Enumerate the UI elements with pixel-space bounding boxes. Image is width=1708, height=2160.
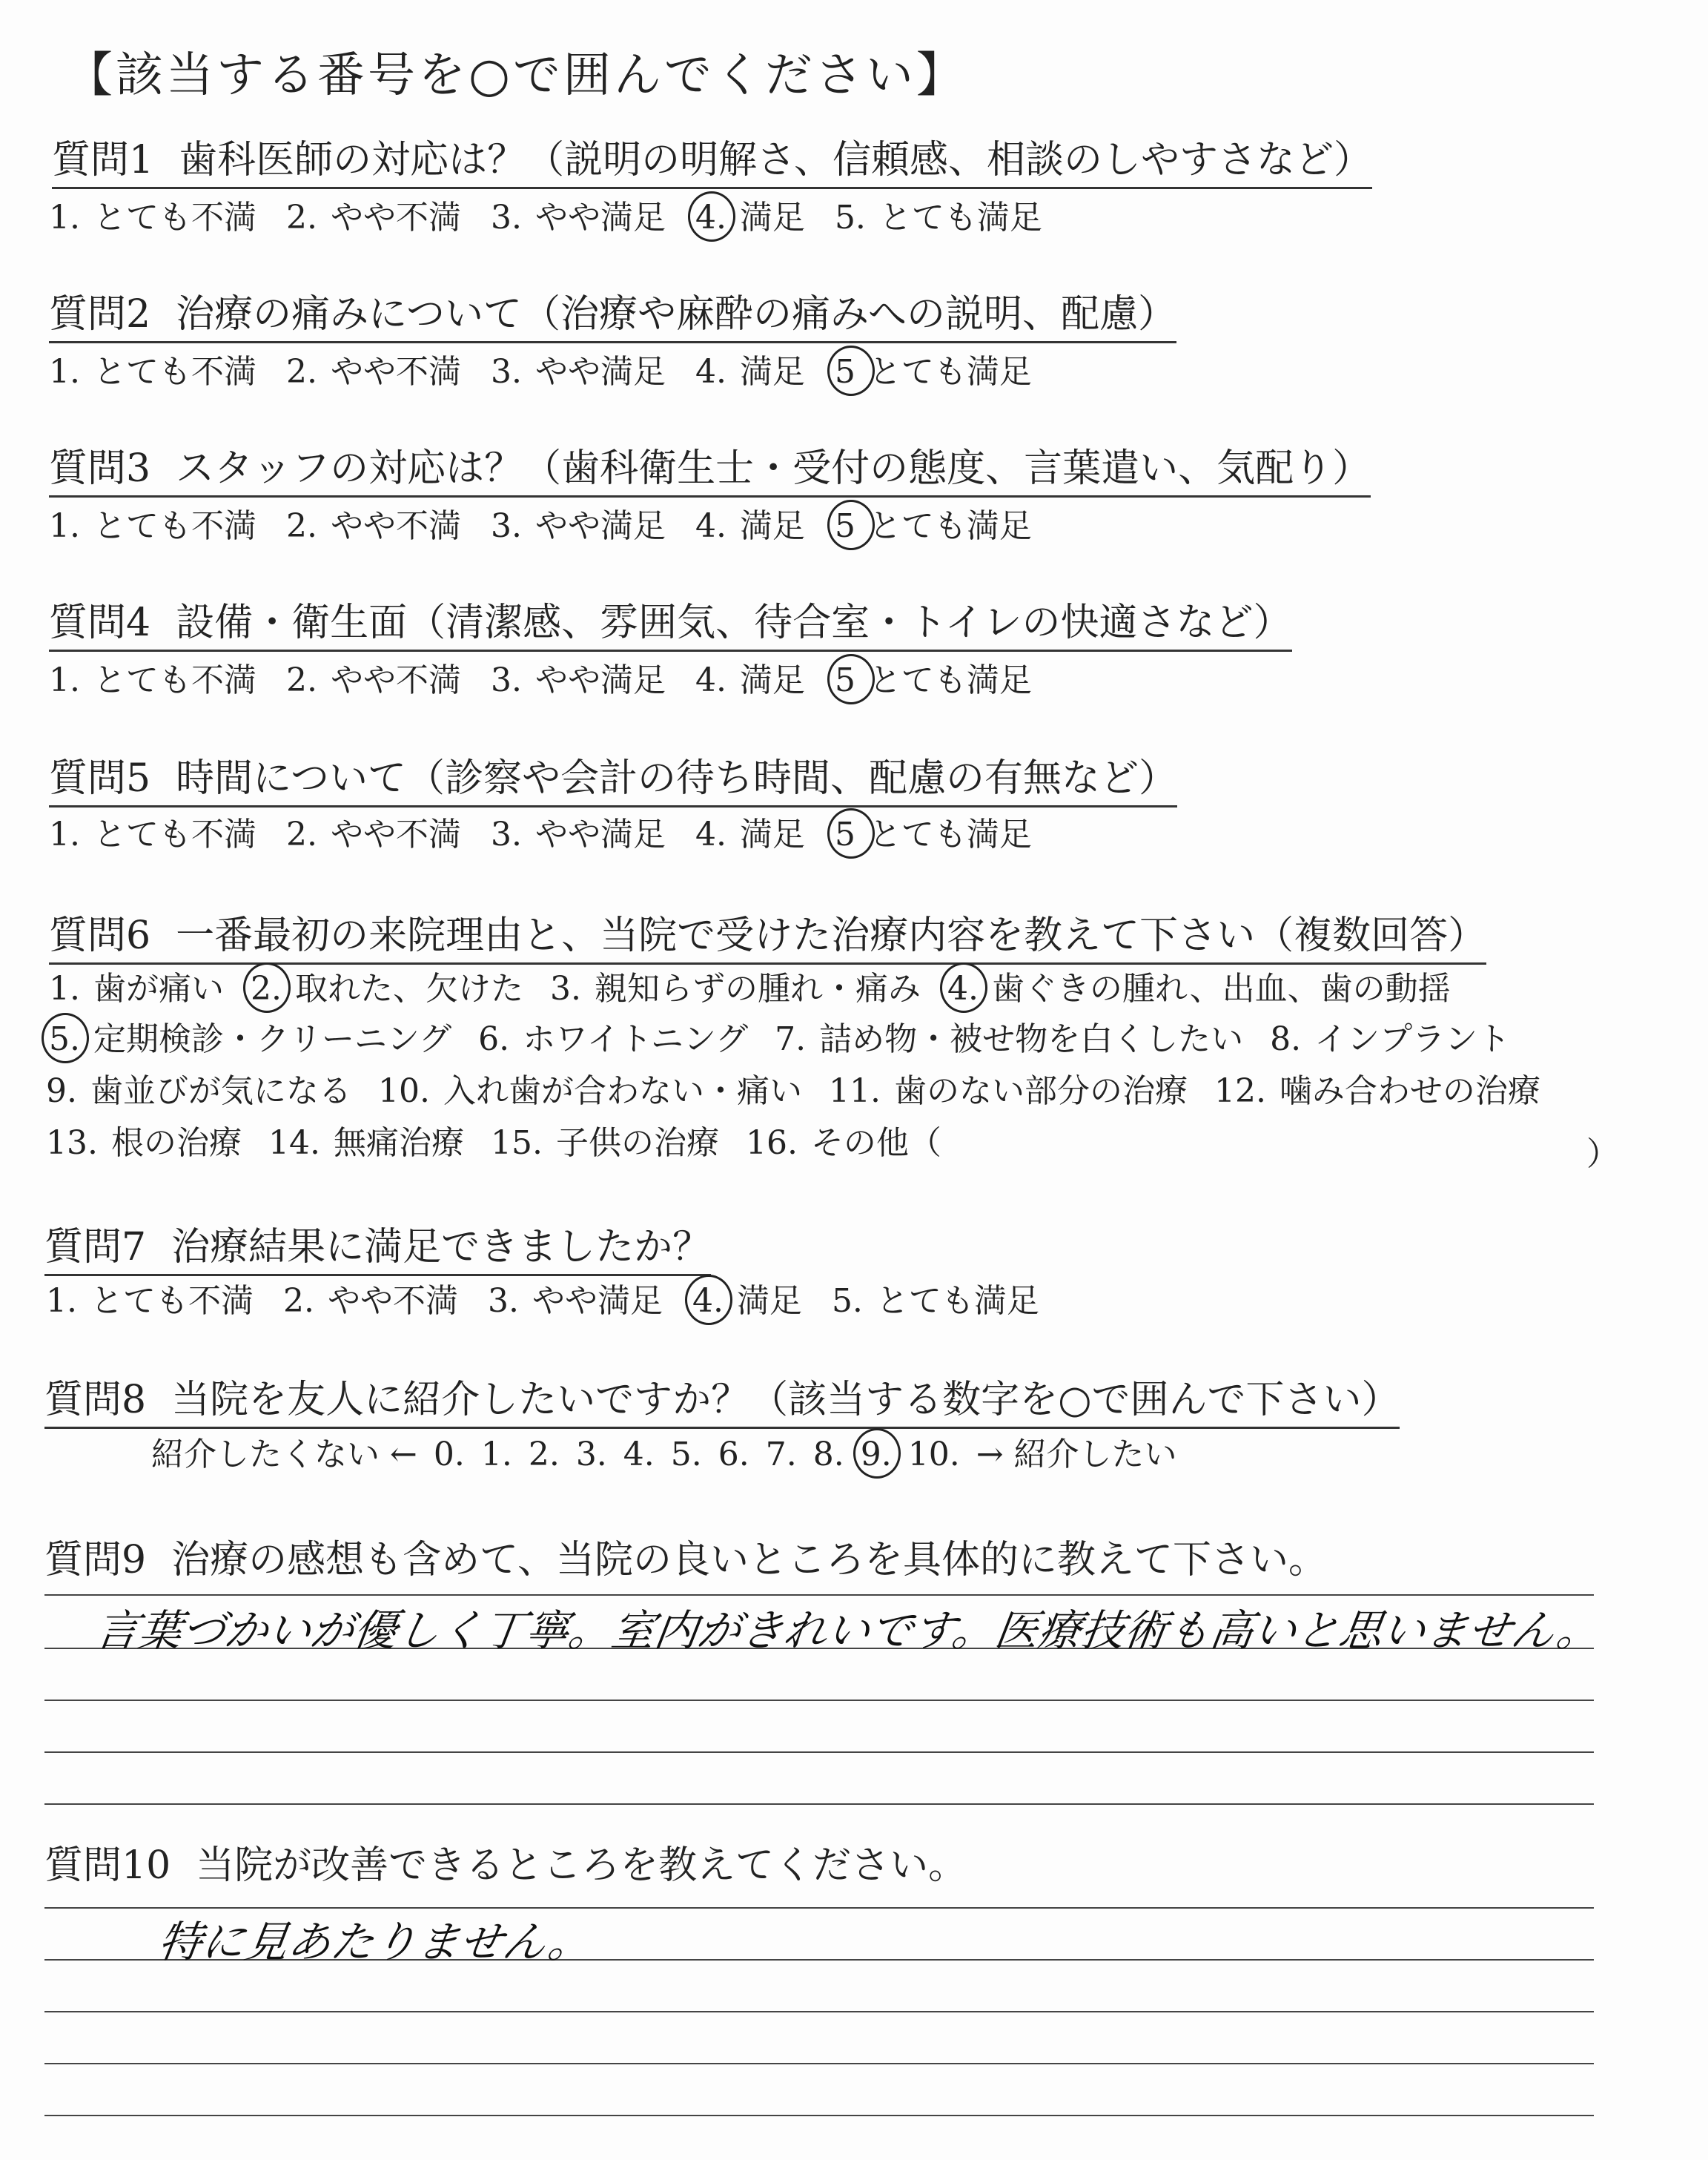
option-number: 12. — [1214, 1072, 1266, 1110]
option-number: 1. — [49, 970, 80, 1008]
option-number: 5 — [835, 507, 855, 545]
option-number: 4. — [695, 353, 726, 391]
option-label: やや満足 — [534, 353, 666, 391]
answer-line — [44, 1751, 1594, 1753]
option-number: 15. — [490, 1124, 543, 1162]
option-1 — [46, 1072, 351, 1110]
option-number: 3. — [490, 816, 522, 853]
option-4 — [695, 661, 805, 699]
question-text: 時間について（診察や会計の待ち時間、配慮の有無など） — [176, 756, 1178, 801]
scale-number: 3. — [575, 1436, 607, 1473]
option-label: 満足 — [739, 661, 805, 699]
question-number: 質問10 — [44, 1843, 171, 1888]
option-number: 4. — [695, 661, 726, 699]
option-label: とても不満 — [93, 353, 256, 391]
option-number: 2. — [285, 507, 317, 545]
option-5 — [831, 1282, 1039, 1320]
option-label: やや不満 — [330, 199, 461, 237]
option-3 — [490, 507, 666, 545]
question-6-title — [49, 916, 1486, 965]
option-label: やや満足 — [534, 816, 666, 853]
question-number: 質問3 — [49, 446, 151, 491]
scale-right-label: → 紹介したい — [976, 1436, 1177, 1473]
option-label: とても不満 — [93, 661, 256, 699]
option-label: 親知らずの腫れ・痛み — [594, 970, 921, 1008]
option-number: 3. — [490, 353, 522, 391]
option-label: 歯並びが気になる — [90, 1072, 351, 1110]
option-label: 入れ歯が合わない・痛い — [443, 1072, 802, 1110]
option-label: とても不満 — [93, 199, 256, 237]
question-4-title — [49, 601, 1292, 652]
option-4 — [695, 353, 805, 391]
question-number: 質問7 — [44, 1225, 147, 1269]
option-label: 根の治療 — [110, 1124, 242, 1162]
option-label: 満足 — [739, 507, 805, 545]
option-label: インプラント — [1314, 1020, 1511, 1058]
option-3 — [828, 1072, 1188, 1110]
selected-circle — [688, 191, 735, 242]
question-number: 質問4 — [49, 601, 151, 645]
scale-value-5 — [670, 1436, 702, 1473]
option-label: とても満足 — [878, 199, 1042, 237]
option-2 — [478, 1020, 749, 1058]
option-1 — [49, 353, 256, 391]
selected-circle — [827, 654, 875, 704]
scale-number: 5. — [670, 1436, 702, 1473]
scale-value-0 — [433, 1436, 465, 1473]
option-number: 3. — [490, 507, 522, 545]
option-4 — [745, 1124, 941, 1162]
handwritten-answer-9: 言葉づかいが優しく丁寧。室内がきれいです。医療技術も高いと思いません。 — [92, 1605, 1603, 1656]
question-text: 歯科医師の対応は？（説明の明解さ、信頼感、相談のしやすさなど） — [179, 138, 1373, 182]
handwritten-answer-10: 特に見あたりません。 — [155, 1917, 595, 1967]
answer-line — [44, 1803, 1594, 1805]
question-7-title — [44, 1225, 712, 1276]
option-label: 噛み合わせの治療 — [1279, 1072, 1540, 1110]
option-1 — [49, 661, 256, 699]
question-10-title — [44, 1843, 967, 1892]
question-number: 質問2 — [49, 292, 151, 337]
option-4 — [692, 1282, 802, 1320]
option-label: とても満足 — [868, 661, 1032, 699]
option-label: その他（ — [810, 1124, 941, 1162]
question-text: 一番最初の来院理由と、当院で受けた治療内容を教えて下さい（複数回答） — [176, 914, 1487, 958]
option-number: 3. — [490, 199, 522, 237]
question-3-title — [49, 446, 1371, 498]
answer-line — [44, 2063, 1594, 2064]
question-8-scale — [151, 1436, 1194, 1473]
question-text: 治療結果に満足できましたか？ — [171, 1225, 712, 1269]
option-number: 11. — [828, 1072, 881, 1110]
question-7-options — [46, 1282, 1069, 1320]
option-label: 歯のない部分の治療 — [893, 1072, 1188, 1110]
option-label: 満足 — [739, 816, 805, 853]
option-5 — [834, 816, 1032, 853]
option-number: 1. — [46, 1282, 77, 1320]
option-number: 5. — [834, 199, 866, 237]
option-label: 歯ぐきの腫れ、出血、歯の動揺 — [991, 970, 1451, 1008]
option-2 — [282, 1282, 458, 1320]
option-2 — [285, 353, 461, 391]
selected-circle — [42, 1013, 89, 1063]
option-number: 3. — [490, 661, 522, 699]
option-number: 3. — [549, 970, 581, 1008]
option-label: やや不満 — [330, 507, 461, 545]
option-5 — [834, 507, 1032, 545]
option-number: 2. — [285, 816, 317, 853]
option-2 — [285, 816, 461, 853]
option-label: 無痛治療 — [333, 1124, 464, 1162]
question-4-options — [49, 661, 1062, 699]
option-row — [49, 970, 1477, 1008]
option-4 — [1270, 1020, 1511, 1058]
option-label: やや不満 — [330, 353, 461, 391]
option-number: 5 — [835, 816, 855, 853]
option-number: 4. — [695, 199, 726, 237]
scale-value-7 — [765, 1436, 797, 1473]
question-8-title — [44, 1378, 1400, 1429]
option-label: 取れた、欠けた — [294, 970, 523, 1008]
question-5-options — [49, 816, 1062, 853]
option-number: 2. — [251, 970, 282, 1008]
option-3 — [487, 1282, 663, 1320]
option-number: 1. — [49, 661, 80, 699]
scale-value-4 — [623, 1436, 655, 1473]
question-text: 当院を友人に紹介したいですか？（該当する数字を○で囲んで下さい） — [171, 1378, 1400, 1422]
option-number: 7. — [775, 1020, 807, 1058]
option-4 — [695, 199, 805, 237]
option-5 — [834, 199, 1042, 237]
option-5 — [834, 661, 1032, 699]
option-number: 4. — [947, 970, 979, 1008]
option-label: 満足 — [739, 199, 805, 237]
option-number: 10. — [377, 1072, 430, 1110]
option-1 — [49, 507, 256, 545]
option-number: 3. — [487, 1282, 519, 1320]
option-label: やや不満 — [330, 816, 461, 853]
question-3-options — [49, 507, 1062, 545]
option-label: とても満足 — [868, 816, 1032, 853]
option-4 — [695, 816, 805, 853]
option-number: 4. — [695, 507, 726, 545]
option-number: 1. — [49, 353, 80, 391]
option-number: 4. — [695, 816, 726, 853]
selected-circle — [243, 962, 291, 1013]
option-label: やや不満 — [327, 1282, 458, 1320]
selected-circle — [827, 500, 875, 550]
scale-value-10 — [907, 1436, 960, 1473]
option-label: 定期検診・クリーニング — [93, 1020, 452, 1058]
option-label: ホワイトニング — [523, 1020, 749, 1058]
option-number: 1. — [49, 199, 80, 237]
question-text: 治療の痛みについて（治療や麻酔の痛みへの説明、配慮） — [176, 292, 1177, 337]
option-number: 5 — [835, 353, 855, 391]
scale-value-9 — [860, 1436, 892, 1473]
question-1-options — [49, 199, 1072, 237]
question-number: 質問6 — [49, 914, 151, 958]
option-1 — [49, 816, 256, 853]
question-number: 質問5 — [49, 756, 151, 801]
option-1 — [49, 1020, 452, 1058]
selected-circle — [685, 1275, 732, 1325]
option-4 — [1214, 1072, 1540, 1110]
answer-line — [44, 1700, 1594, 1701]
scale-number: 8. — [812, 1436, 844, 1473]
option-3 — [490, 353, 666, 391]
option-2 — [285, 507, 461, 545]
option-1 — [46, 1124, 242, 1162]
option-label: 子供の治療 — [555, 1124, 719, 1162]
scale-left-label: 紹介したくない ← — [151, 1436, 417, 1473]
option-label: とても不満 — [93, 507, 256, 545]
question-number: 質問8 — [44, 1378, 147, 1422]
question-number: 質問1 — [52, 138, 154, 182]
option-4 — [947, 970, 1451, 1008]
option-2 — [377, 1072, 802, 1110]
option-label: とても不満 — [90, 1282, 254, 1320]
option-label: とても満足 — [868, 507, 1032, 545]
option-3 — [490, 1124, 719, 1162]
scale-value-1 — [480, 1436, 512, 1473]
option-row — [46, 1124, 968, 1162]
option-label: 満足 — [736, 1282, 802, 1320]
option-number: 2. — [285, 661, 317, 699]
scale-number: 4. — [623, 1436, 655, 1473]
scale-value-8 — [812, 1436, 844, 1473]
scale-number: 2. — [528, 1436, 560, 1473]
option-row — [49, 1020, 1537, 1058]
option-3 — [490, 816, 666, 853]
option-2 — [268, 1124, 464, 1162]
question-text: 当院が改善できるところを教えてください。 — [196, 1843, 967, 1888]
option-label: やや満足 — [534, 507, 666, 545]
question-2-options — [49, 353, 1062, 391]
option-label: とても満足 — [875, 1282, 1039, 1320]
option-3 — [490, 199, 666, 237]
scale-number: 9. — [861, 1436, 892, 1473]
option-label: やや満足 — [534, 661, 666, 699]
option-number: 5 — [835, 661, 855, 699]
question-number: 質問9 — [44, 1538, 147, 1582]
option-number: 9. — [46, 1072, 77, 1110]
selected-circle — [940, 962, 987, 1013]
option-row — [46, 1072, 1567, 1110]
scale-number: 6. — [718, 1436, 749, 1473]
option-label: 歯が痛い — [93, 970, 224, 1008]
option-number: 14. — [268, 1124, 320, 1162]
scale-value-2 — [528, 1436, 560, 1473]
option-number: 2. — [282, 1282, 314, 1320]
answer-line — [44, 2115, 1594, 2116]
option-number: 5. — [831, 1282, 863, 1320]
question-2-title — [49, 292, 1177, 343]
scale-number: 7. — [765, 1436, 797, 1473]
question-text: スタッフの対応は？（歯科衛生士・受付の態度、言葉遣い、気配り） — [176, 446, 1371, 491]
option-1 — [46, 1282, 254, 1320]
option-number: 2. — [285, 199, 317, 237]
question-1-title — [52, 138, 1373, 189]
answer-line — [44, 2011, 1594, 2012]
option-1 — [49, 970, 224, 1008]
selected-circle — [853, 1428, 901, 1479]
option-number: 1. — [49, 816, 80, 853]
question-9-title — [44, 1538, 1328, 1587]
option-3 — [549, 970, 921, 1008]
option-label: やや不満 — [330, 661, 461, 699]
option-number: 13. — [46, 1124, 98, 1162]
option-2 — [285, 199, 461, 237]
scale-value-3 — [575, 1436, 607, 1473]
option-number: 8. — [1270, 1020, 1302, 1058]
option-label: とても満足 — [868, 353, 1032, 391]
option-2 — [250, 970, 523, 1008]
question-text: 治療の感想も含めて、当院の良いところを具体的に教えて下さい。 — [171, 1538, 1328, 1582]
scale-number: 0. — [433, 1436, 465, 1473]
scale-value-6 — [718, 1436, 749, 1473]
selected-circle — [827, 808, 875, 859]
option-label: やや満足 — [534, 199, 666, 237]
option-3 — [775, 1020, 1244, 1058]
option-label: やや満足 — [532, 1282, 663, 1320]
scale-number: 10. — [907, 1436, 960, 1473]
scale-number: 1. — [480, 1436, 512, 1473]
option-5 — [834, 353, 1032, 391]
option-4 — [695, 507, 805, 545]
option-number: 16. — [745, 1124, 798, 1162]
option-1 — [49, 199, 256, 237]
selected-circle — [827, 346, 875, 396]
option-number: 1. — [49, 507, 80, 545]
option-number: 6. — [478, 1020, 510, 1058]
option-label: 詰め物・被せ物を白くしたい — [819, 1020, 1244, 1058]
option-number: 2. — [285, 353, 317, 391]
page-title: 【該当する番号を○で囲んでください】 — [65, 48, 967, 103]
question-5-title — [49, 756, 1178, 807]
option-3 — [490, 661, 666, 699]
other-close-paren: ） — [1586, 1135, 1619, 1173]
option-number: 5. — [49, 1020, 80, 1058]
option-number: 4. — [692, 1282, 724, 1320]
option-2 — [285, 661, 461, 699]
option-label: とても不満 — [93, 816, 256, 853]
option-label: 満足 — [739, 353, 805, 391]
question-text: 設備・衛生面（清潔感、雰囲気、待合室・トイレの快適さなど） — [176, 601, 1292, 645]
